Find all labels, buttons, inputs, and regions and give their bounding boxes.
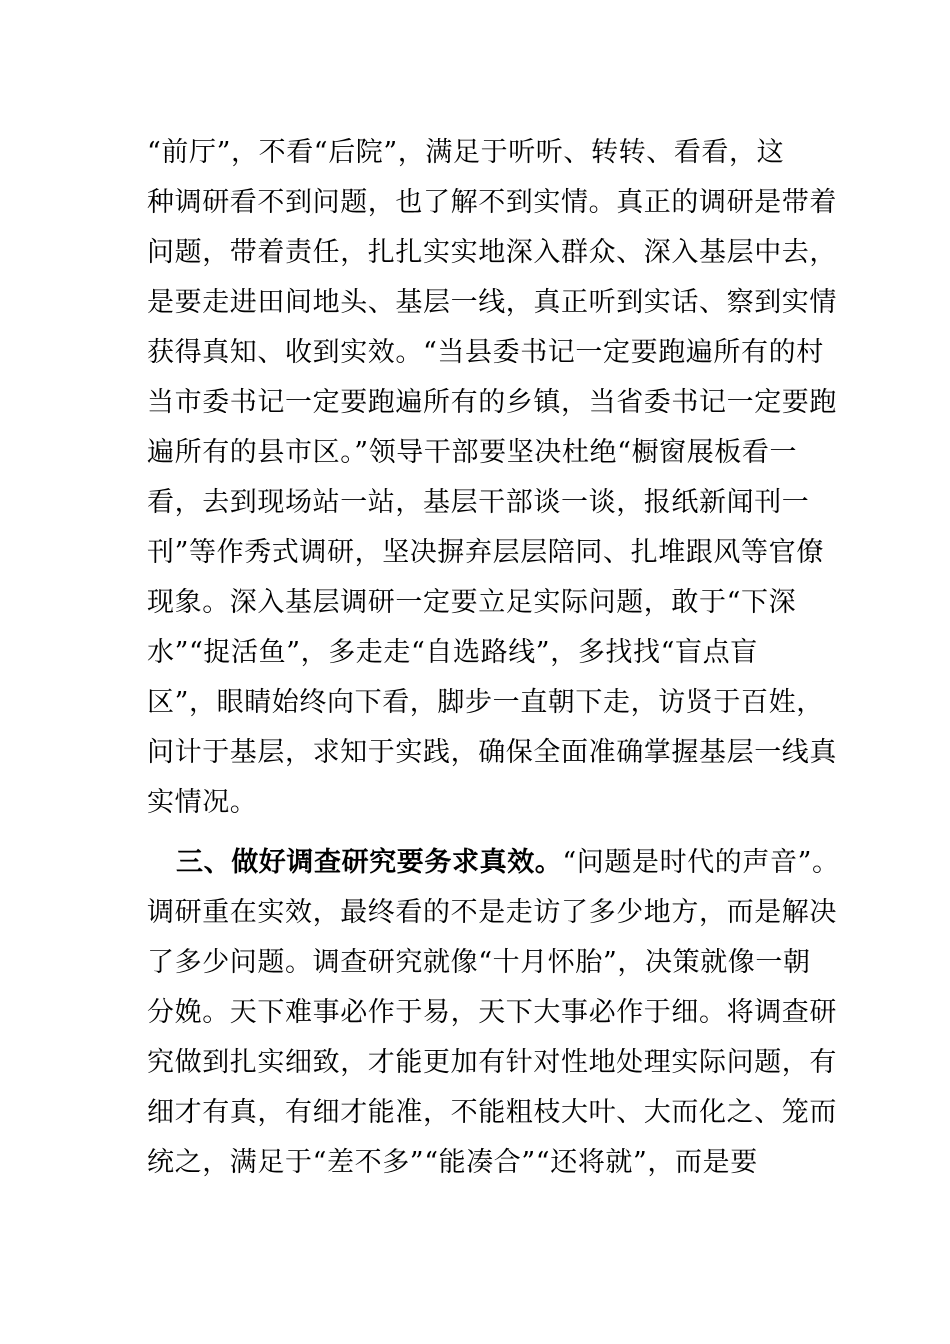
paragraph-line: 现象。深入基层调研一定要立足实际问题，敢于“下深 xyxy=(147,587,797,618)
paragraph-line: 是要走进田间地头、基层一线，真正听到实话、察到实情 xyxy=(147,287,837,318)
paragraph-line: 调研重在实效，最终看的不是走访了多少地方，而是解决 xyxy=(147,897,837,928)
paragraph-line: 区”，眼睛始终向下看，脚步一直朝下走，访贤于百姓， xyxy=(147,687,824,718)
paragraph-line: 究做到扎实细致，才能更加有针对性地处理实际问题，有 xyxy=(147,1047,837,1078)
section-heading-line xyxy=(176,838,876,888)
paragraph-line: “前厅”，不看“后院”，满足于听听、转转、看看，这 xyxy=(147,137,785,168)
paragraph-line: 了多少问题。调查研究就像“十月怀胎”，决策就像一朝 xyxy=(147,947,811,978)
paragraph-line: 获得真知、收到实效。“当县委书记一定要跑遍所有的村 xyxy=(147,337,824,368)
paragraph-line: 看，去到现场站一站，基层干部谈一谈，报纸新闻刊一 xyxy=(147,487,810,518)
paragraph-line: 水”“捉活鱼”，多走走“自选路线”，多找找“盲点盲 xyxy=(147,637,758,668)
paragraph-line: 当市委书记一定要跑遍所有的乡镇，当省委书记一定要跑 xyxy=(147,387,837,418)
paragraph-line: 问计于基层，求知于实践，确保全面准确掌握基层一线真 xyxy=(147,737,837,768)
paragraph-line: 问题，带着责任，扎扎实实地深入群众、深入基层中去， xyxy=(147,237,837,268)
paragraph-line: 种调研看不到问题，也了解不到实情。真正的调研是带着 xyxy=(147,187,837,218)
section-heading-quote: “问题是时代的声音”。 xyxy=(562,847,840,878)
paragraph-line: 统之，满足于“差不多”“能凑合”“还将就”，而是要 xyxy=(147,1147,758,1178)
paragraph-line: 分娩。天下难事必作于易，天下大事必作于细。将调查研 xyxy=(147,997,837,1028)
paragraph-line: 细才有真，有细才能准，不能粗枝大叶、大而化之、笼而 xyxy=(147,1097,837,1128)
paragraph-line: 实情况。 xyxy=(147,787,258,818)
paragraph-line: 刊”等作秀式调研，坚决摒弃层层陪同、扎堆跟风等官僚 xyxy=(147,537,824,568)
paragraph-line: 遍所有的县市区。”领导干部要坚决杜绝“橱窗展板看一 xyxy=(147,437,798,468)
section-heading: 三、做好调查研究要务求真效。 xyxy=(176,847,563,878)
